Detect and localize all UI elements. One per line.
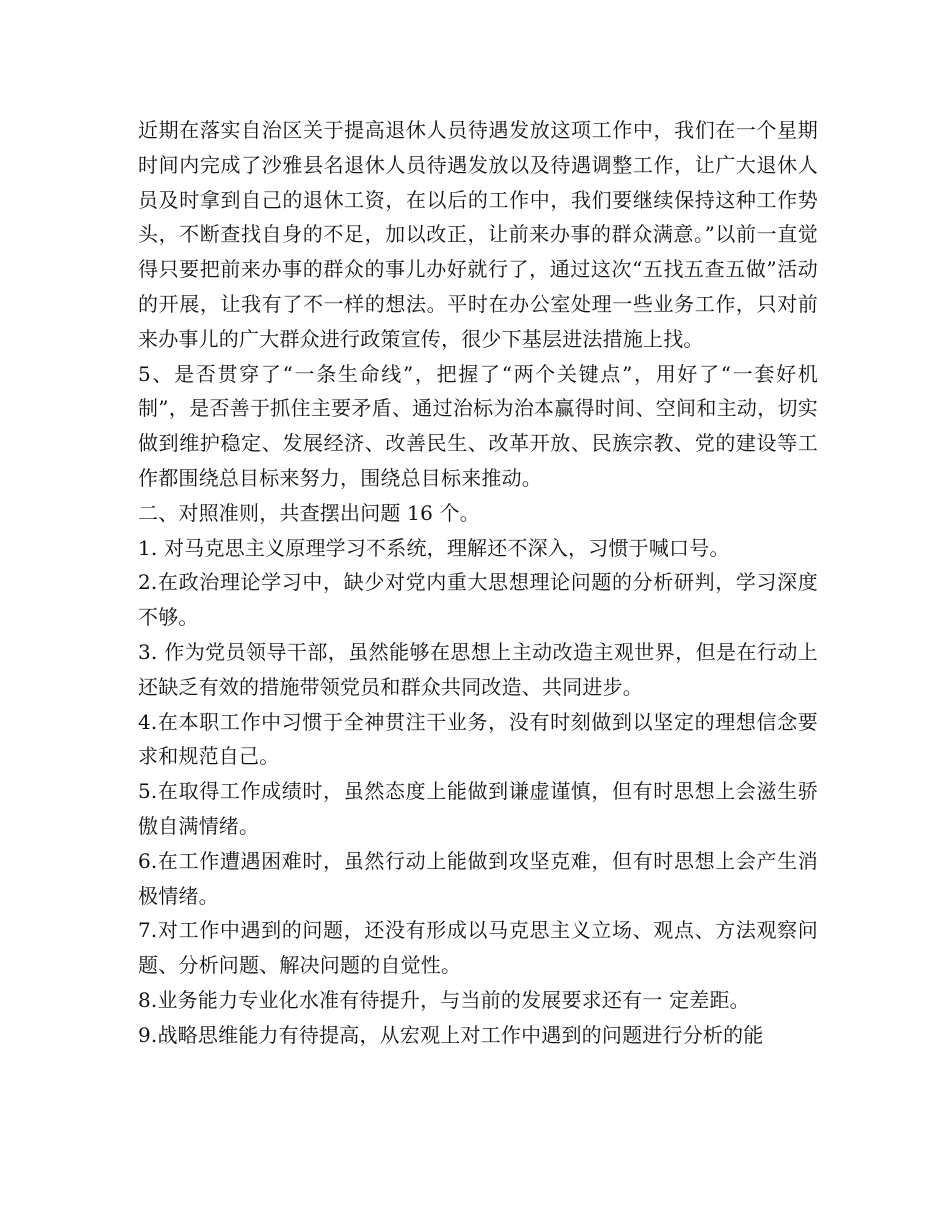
- problem-item-5: 5.在取得工作成绩时，虽然态度上能做到谦虚谨慎，但有时思想上会滋生骄傲自满情绪。: [138, 779, 818, 838]
- section-heading-2: 二、对照准则，共查摆出问题 16 个。: [138, 500, 480, 525]
- problem-item-4: 4.在本职工作中习惯于全神贯注干业务，没有时刻做到以坚定的理想信念要求和规范自己。: [138, 709, 818, 769]
- problem-item-1: 1. 对马克思主义原理学习不系统，理解还不深入，习惯于喊口号。: [138, 535, 730, 560]
- paragraph-intro: 近期在落实自治区关于提高退休人员待遇发放这项工作中，我们在一个星期时间内完成了沙雅县名退休人员待遇发放以及待遇调整工作，让广大退休人员及时拿到自己的退休工资，在以后的工作中，我们要继续保持这种工作势头，不断查找自身的不足，加以改正，让前来办事的群众满意。”以前一直觉得只要把前来办事的群众的事儿办好就行了，通过这次“五找五查五做”活动的开展，让我有了不一样的想法。平时在办公室处理一些业务工作，只对前来办事儿的广大群众进行政策宣传，很少下基层进法措施上找。: [138, 118, 818, 351]
- problem-item-6: 6.在工作遭遇困难时，虽然行动上能做到攻坚克难，但有时思想上会产生消极情绪。: [138, 848, 818, 908]
- document-body: [138, 113, 818, 1053]
- paragraph-item-5: 5、是否贯穿了“一条生命线”，把握了“两个关键点”，用好了“一套好机制”，是否善于抓住主要矛盾、通过治标为治本赢得时间、空间和主动，切实做到维护稳定、发展经济、改善民生、改革开放、民族宗教、党的建设等工作都围绕总目标来努力，围绕总目标来推动。: [138, 361, 818, 490]
- problem-item-7: 7.对工作中遇到的问题，还没有形成以马克思主义立场、观点、方法观察问题、分析问题、解决问题的自觉性。: [138, 918, 818, 978]
- problem-item-2: 2.在政治理论学习中，缺少对党内重大思想理论问题的分析研判，学习深度不够。: [138, 570, 818, 630]
- problem-item-8: 8.业务能力专业化水准有待提升，与当前的发展要求还有一 定差距。: [138, 987, 750, 1012]
- problem-item-9: 9.战略思维能力有待提高，从宏观上对工作中遇到的问题进行分析的能: [138, 1022, 764, 1047]
- problem-item-3: 3. 作为党员领导干部，虽然能够在思想上主动改造主观世界，但是在行动上还缺乏有效的措施带领党员和群众共同改造、共同进步。: [138, 639, 818, 699]
